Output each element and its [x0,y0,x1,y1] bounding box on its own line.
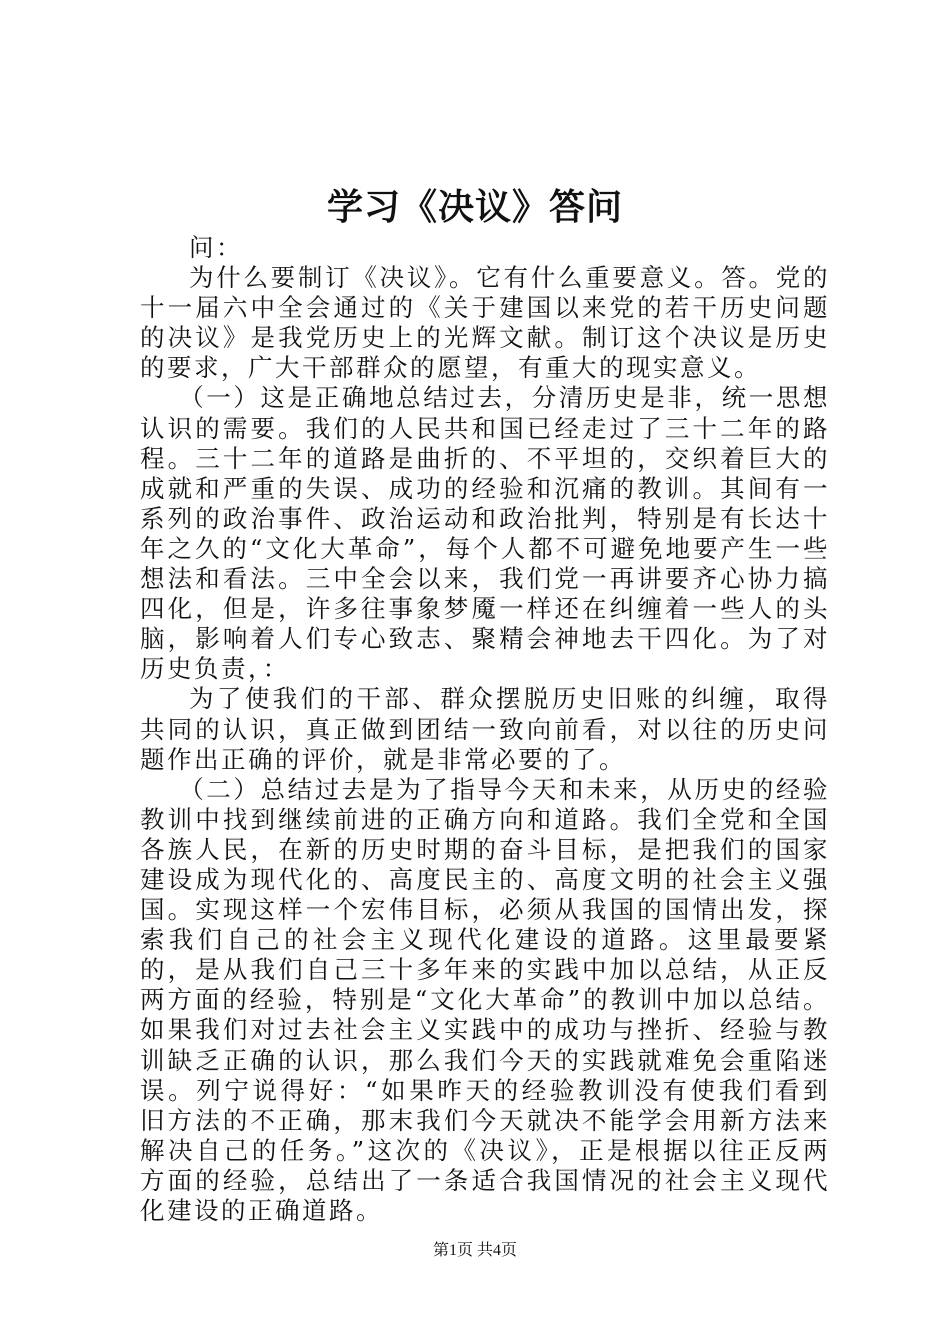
paragraph-intro: 为什么要制订《决议》。它有什么重要意义。答。党的十一届六中全会通过的《关于建国以来党的若干历史问题的决议》是我党历史上的光辉文献。制订这个决议是历史的要求，广大干部群众的愿望，有重大的现实意义。 [140,263,830,383]
paragraph-section-one: （一）这是正确地总结过去，分清历史是非，统一思想认识的需要。我们的人民共和国已经走过了三十二年的路程。三十二年的道路是曲折的、不平坦的，交织着巨大的成就和严重的失误、成功的经验和沉痛的教训。其间有一系列的政治事件、政治运动和政治批判，特别是有长达十年之久的“文化大革命”，每个人都不可避免地要产生一些想法和看法。三中全会以来，我们党一再讲要齐心协力搞四化，但是，许多往事象梦魇一样还在纠缠着一些人的头脑，影响着人们专心致志、聚精会神地去干四化。为了对历史负责，： [140,383,830,684]
document-body [140,233,830,1226]
paragraph-section-two: （二）总结过去是为了指导今天和未来，从历史的经验教训中找到继续前进的正确方向和道路。我们全党和全国各族人民，在新的历史时期的奋斗目标，是把我们的国家建设成为现代化的、高度民主的、高度文明的社会主义强国。实现这样一个宏伟目标，必须从我国的国情出发，探索我们自己的社会主义现代化建设的道路。这里最要紧的，是从我们自己三十多年来的实践中加以总结，从正反两方面的经验，特别是“文化大革命”的教训中加以总结。如果我们对过去社会主义实践中的成功与挫折、经验与教训缺乏正确的认识，那么我们今天的实践就难免会重陷迷误。列宁说得好：“如果昨天的经验教训没有使我们看到旧方法的不正确，那末我们今天就决不能学会用新方法来解决自己的任务。”这次的《决议》，正是根据以往正反两方面的经验，总结出了一条适合我国情况的社会主义现代化建设的正确道路。 [140,774,830,1225]
document-title: 学习《决议》答问 [326,186,623,228]
page-number-footer: 第1页 共4页 [432,1242,517,1259]
question-label: 问： [189,233,243,262]
paragraph-section-one-conclusion: 为了使我们的干部、群众摆脱历史旧账的纠缠，取得共同的认识，真正做到团结一致向前看，对以往的历史问题作出正确的评价，就是非常必要的了。 [140,684,830,774]
